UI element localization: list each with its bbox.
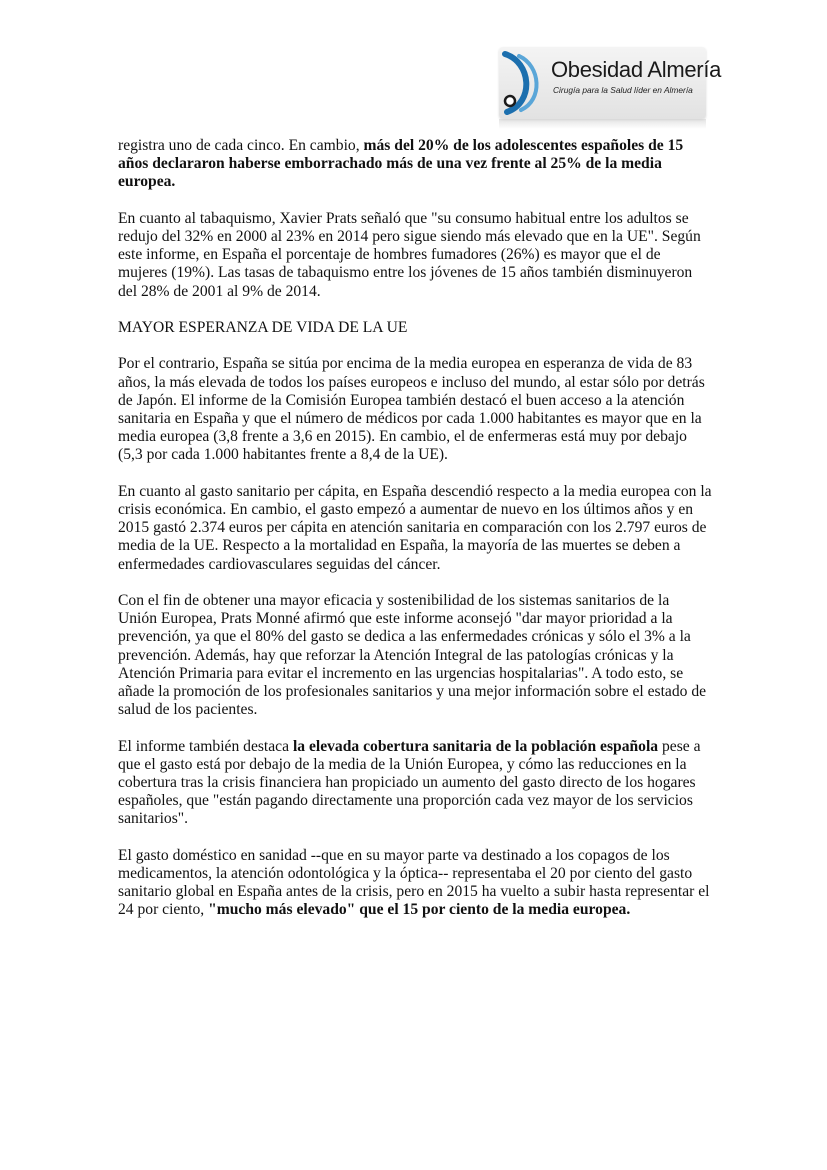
text-run: Con el fin de obtener una mayor eficacia y sostenibilidad de los sistemas sanitarios de la Unión Europea, Prats Monné afirmó que este informe aconsejó "dar mayor prioridad a la prevención, ya que el 80% del gasto se dedica a las enfermedades crónicas y sólo el 3% a la prevención. Además, hay que reforzar la Atención Integral de las patologías crónicas y la Atención Primaria para evitar el incremento en las urgencias hospitalarias". A todo esto, se añade la promoción de los profesionales sanitarios y una mejor información sobre el estado de salud de los pacientes. xyxy=(118,592,707,719)
text-run: pese a que el gasto está por debajo de la media de la Unión Europea, y cómo las reducciones en la cobertura tras la crisis financiera han propiciado un aumento del gasto directo de los hogares españoles, que "están pagando directamente una proporción cada vez mayor de los servicios sanitarios". xyxy=(118,737,701,828)
bold-text: más del 20% de los adolescentes españoles de 15 años declararon haberse emborrachado más de una vez frente al 25% de la media europea. xyxy=(118,137,684,191)
text-run: En cuanto al tabaquismo, Xavier Prats señaló que "su consumo habitual entre los adultos se redujo del 32% en 2000 al 23% en 2014 pero sigue siendo más elevado que en la UE". Según este informe, en España el porcentaje de hombres fumadores (26%) es mayor que el de mujeres (19%). Las tasas de tabaquismo entre los jóvenes de 15 años también disminuyeron del 28% de 2001 al 9% de 2014. xyxy=(118,209,701,300)
paragraph xyxy=(118,355,712,464)
text-run: MAYOR ESPERANZA DE VIDA DE LA UE xyxy=(118,319,408,336)
text-run: Por el contrario, España se sitúa por encima de la media europea en esperanza de vida de 83 años, la más elevada de todos los países europeos e incluso del mundo, al estar sólo por detrás de Japón. El informe de la Comisión Europea también destacó el buen acceso a la atención sanitaria en España y que el número de médicos por cada 1.000 habitantes es mayor que en la media europea (3,8 frente a 3,6 en 2015). En cambio, el de enfermeras está muy por debajo (5,3 por cada 1.000 habitantes frente a 8,4 de la UE). xyxy=(118,355,705,464)
text-run: El gasto doméstico en sanidad --que en su mayor parte va destinado a los copagos de los medicamentos, la atención odontológica y la óptica-- representaba el 20 por ciento del gasto sanitario global en España antes de la crisis, pero en 2015 ha vuelto a subir hasta representar el 24 por ciento, xyxy=(118,846,710,919)
paragraph xyxy=(118,738,712,829)
text-run: registra uno de cada cinco. En cambio, xyxy=(118,137,364,154)
paragraph xyxy=(118,592,712,719)
bold-text: la elevada cobertura sanitaria de la población española xyxy=(292,737,659,755)
bold-text: "mucho más elevado" que el 15 por ciento de la media europea. xyxy=(208,901,631,919)
paragraph xyxy=(118,210,712,301)
paragraph xyxy=(118,137,712,192)
text-run: En cuanto al gasto sanitario per cápita, en España descendió respecto a la media europea con la crisis económica. En cambio, el gasto empezó a aumentar de nuevo en los últimos años y en 2015 gastó 2.374 euros per cápita en atención sanitaria en comparación con los 2.797 euros de media de la UE. Respecto a la mortalidad en España, la mayoría de las muertes se deben a enfermedades cardiovasculares seguidas del cáncer. xyxy=(118,482,712,573)
logo-reflection xyxy=(499,119,706,129)
paragraph xyxy=(118,483,712,574)
section-heading xyxy=(118,319,712,337)
article-body xyxy=(118,137,712,938)
text-run: El informe también destaca xyxy=(118,737,293,755)
logo-title: Obesidad Almería xyxy=(551,57,722,82)
obesidad-almeria-logo-icon xyxy=(501,50,551,116)
paragraph xyxy=(118,847,712,920)
logo xyxy=(499,47,722,129)
logo-tagline: Cirugía para la Salud líder en Almería xyxy=(553,85,693,95)
